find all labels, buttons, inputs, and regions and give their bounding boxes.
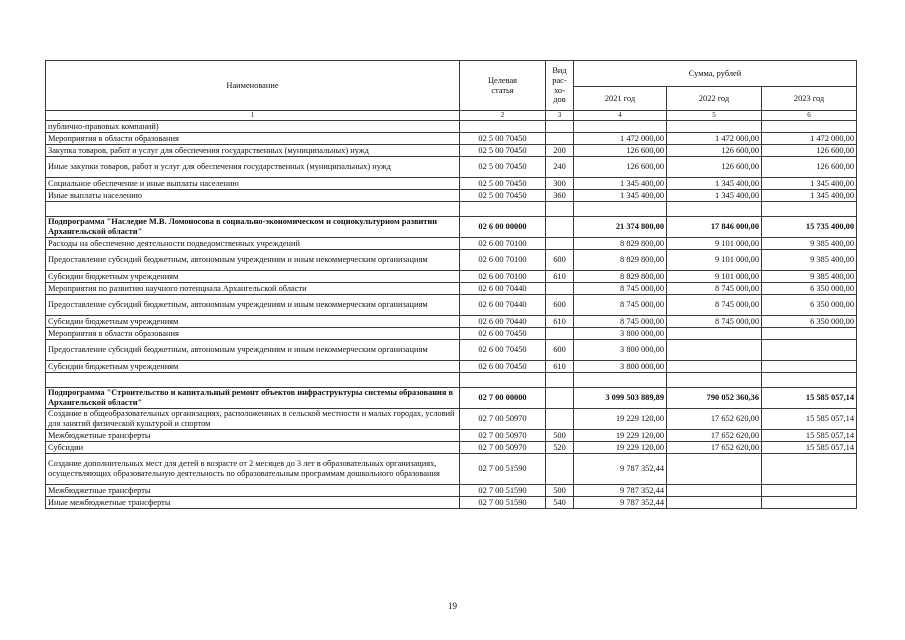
row-sum-2023 xyxy=(762,340,857,361)
row-sum-2023: 126 600,00 xyxy=(762,145,857,157)
row-expense-type xyxy=(546,454,574,485)
row-sum-2021: 126 600,00 xyxy=(574,145,667,157)
row-name: Иные закупки товаров, работ и услуг для обеспечения государственных (муниципальных) нужд xyxy=(46,157,460,178)
row-sum-2022: 8 745 000,00 xyxy=(667,295,762,316)
row-target-code: 02 5 00 70450 xyxy=(460,133,546,145)
row-target-code xyxy=(460,373,546,388)
table-row xyxy=(46,340,857,361)
row-sum-2023 xyxy=(762,328,857,340)
row-sum-2021: 126 600,00 xyxy=(574,157,667,178)
row-sum-2021 xyxy=(574,202,667,217)
col-number-2: 2 xyxy=(460,111,546,121)
table-row xyxy=(46,202,857,217)
page-number: 19 xyxy=(448,601,457,611)
row-expense-type xyxy=(546,283,574,295)
row-name: Социальное обеспечение и иные выплаты населению xyxy=(46,178,460,190)
row-sum-2021: 3 800 000,00 xyxy=(574,361,667,373)
row-sum-2021 xyxy=(574,373,667,388)
row-target-code: 02 7 00 51590 xyxy=(460,485,546,497)
row-target-code: 02 6 00 70450 xyxy=(460,328,546,340)
row-target-code: 02 6 00 70450 xyxy=(460,340,546,361)
row-target-code xyxy=(460,121,546,133)
row-sum-2022 xyxy=(667,497,762,509)
row-name: Предоставление субсидий бюджетным, автономным учреждениям и иным некоммерческим организациям xyxy=(46,340,460,361)
row-sum-2023: 15 585 057,14 xyxy=(762,409,857,430)
row-sum-2022 xyxy=(667,202,762,217)
row-sum-2022 xyxy=(667,485,762,497)
row-name: Мероприятия в области образования xyxy=(46,328,460,340)
table-row xyxy=(46,295,857,316)
row-sum-2023: 6 350 000,00 xyxy=(762,316,857,328)
row-sum-2023: 15 735 400,00 xyxy=(762,217,857,238)
row-name: Подпрограмма "Наследие М.В. Ломоносова в социально-экономическом и социокультурном развитии Архангельской области" xyxy=(46,217,460,238)
row-name: Создание дополнительных мест для детей в возрасте от 2 месяцев до 3 лет в образовательных организациях, осуществляющих образовательную деятельность по образовательным программам дошкольного образования xyxy=(46,454,460,485)
row-name: Создание в общеобразовательных организациях, расположенных в сельской местности и малых городах, условий для занятий физической культурой и спортом xyxy=(46,409,460,430)
row-expense-type: 600 xyxy=(546,295,574,316)
row-target-code: 02 6 00 70440 xyxy=(460,316,546,328)
row-sum-2021: 8 829 800,00 xyxy=(574,250,667,271)
header-sum: Сумма, рублей xyxy=(574,61,857,87)
row-sum-2023: 6 350 000,00 xyxy=(762,295,857,316)
row-expense-type: 500 xyxy=(546,430,574,442)
row-name xyxy=(46,202,460,217)
table-row xyxy=(46,361,857,373)
col-number-1: 1 xyxy=(46,111,460,121)
row-sum-2021: 9 787 352,44 xyxy=(574,485,667,497)
row-sum-2021: 19 229 120,00 xyxy=(574,430,667,442)
row-name: Предоставление субсидий бюджетным, автономным учреждениям и иным некоммерческим организациям xyxy=(46,250,460,271)
table-row xyxy=(46,121,857,133)
row-sum-2021: 1 472 000,00 xyxy=(574,133,667,145)
row-sum-2021: 8 745 000,00 xyxy=(574,316,667,328)
table-row xyxy=(46,190,857,202)
row-sum-2021: 1 345 400,00 xyxy=(574,190,667,202)
row-expense-type xyxy=(546,202,574,217)
table-row xyxy=(46,497,857,509)
row-target-code: 02 6 00 70100 xyxy=(460,238,546,250)
row-target-code: 02 5 00 70450 xyxy=(460,157,546,178)
row-sum-2022 xyxy=(667,373,762,388)
row-name: Мероприятия по развитию научного потенциала Архангельской области xyxy=(46,283,460,295)
row-name: публично-правовых компаний) xyxy=(46,121,460,133)
header-row-top xyxy=(46,61,857,87)
row-sum-2021: 1 345 400,00 xyxy=(574,178,667,190)
row-expense-type: 360 xyxy=(546,190,574,202)
row-name: Иные выплаты населению xyxy=(46,190,460,202)
row-sum-2022: 9 101 000,00 xyxy=(667,238,762,250)
row-sum-2023: 15 585 057,14 xyxy=(762,430,857,442)
col-number-5: 5 xyxy=(667,111,762,121)
row-sum-2023: 15 585 057,14 xyxy=(762,388,857,409)
table-row xyxy=(46,217,857,238)
row-sum-2022: 9 101 000,00 xyxy=(667,250,762,271)
row-target-code: 02 6 00 00000 xyxy=(460,217,546,238)
row-target-code: 02 7 00 51590 xyxy=(460,454,546,485)
row-expense-type xyxy=(546,373,574,388)
row-name: Субсидии бюджетным учреждениям xyxy=(46,271,460,283)
header-name: Наименование xyxy=(46,61,460,111)
row-sum-2021: 9 787 352,44 xyxy=(574,497,667,509)
row-expense-type xyxy=(546,217,574,238)
row-target-code xyxy=(460,202,546,217)
row-sum-2022: 17 652 620,00 xyxy=(667,430,762,442)
table-row xyxy=(46,388,857,409)
header-year-2021: 2021 год xyxy=(574,87,667,111)
row-sum-2023: 126 600,00 xyxy=(762,157,857,178)
row-name: Межбюджетные трансферты xyxy=(46,485,460,497)
row-name: Подпрограмма "Строительство и капитальный ремонт объектов инфраструктуры системы образования в Архангельской области" xyxy=(46,388,460,409)
row-sum-2022: 1 472 000,00 xyxy=(667,133,762,145)
row-sum-2021: 8 745 000,00 xyxy=(574,283,667,295)
col-number-6: 6 xyxy=(762,111,857,121)
row-sum-2023: 9 385 400,00 xyxy=(762,238,857,250)
row-expense-type: 600 xyxy=(546,340,574,361)
row-expense-type: 200 xyxy=(546,145,574,157)
row-target-code: 02 6 00 70100 xyxy=(460,271,546,283)
row-expense-type xyxy=(546,238,574,250)
row-name: Субсидии бюджетным учреждениям xyxy=(46,361,460,373)
table-row xyxy=(46,133,857,145)
row-name: Мероприятия в области образования xyxy=(46,133,460,145)
row-sum-2022 xyxy=(667,340,762,361)
row-sum-2021: 19 229 120,00 xyxy=(574,442,667,454)
row-name: Закупка товаров, работ и услуг для обеспечения государственных (муниципальных) нужд xyxy=(46,145,460,157)
table-row xyxy=(46,328,857,340)
row-sum-2022 xyxy=(667,121,762,133)
row-sum-2023: 1 472 000,00 xyxy=(762,133,857,145)
row-target-code: 02 7 00 50970 xyxy=(460,442,546,454)
budget-table xyxy=(45,60,857,509)
row-target-code: 02 7 00 00000 xyxy=(460,388,546,409)
row-expense-type: 610 xyxy=(546,271,574,283)
header-target: Целевая статья xyxy=(460,61,546,111)
row-sum-2022 xyxy=(667,361,762,373)
row-sum-2021: 19 229 120,00 xyxy=(574,409,667,430)
table-row xyxy=(46,178,857,190)
row-sum-2022: 17 846 000,00 xyxy=(667,217,762,238)
row-sum-2021: 8 745 000,00 xyxy=(574,295,667,316)
row-sum-2023: 1 345 400,00 xyxy=(762,190,857,202)
row-expense-type: 300 xyxy=(546,178,574,190)
row-sum-2023 xyxy=(762,485,857,497)
row-sum-2021: 3 800 000,00 xyxy=(574,328,667,340)
row-sum-2023 xyxy=(762,497,857,509)
table-row xyxy=(46,454,857,485)
row-expense-type xyxy=(546,328,574,340)
table-row xyxy=(46,409,857,430)
row-sum-2022: 1 345 400,00 xyxy=(667,190,762,202)
row-sum-2021: 3 800 000,00 xyxy=(574,340,667,361)
row-target-code: 02 6 00 70100 xyxy=(460,250,546,271)
table-row xyxy=(46,373,857,388)
row-sum-2022: 17 652 620,00 xyxy=(667,409,762,430)
row-sum-2022: 17 652 620,00 xyxy=(667,442,762,454)
row-sum-2021: 9 787 352,44 xyxy=(574,454,667,485)
row-target-code: 02 6 00 70450 xyxy=(460,361,546,373)
row-target-code: 02 7 00 51590 xyxy=(460,497,546,509)
row-sum-2023 xyxy=(762,373,857,388)
row-sum-2022 xyxy=(667,328,762,340)
row-sum-2023 xyxy=(762,121,857,133)
row-sum-2021: 8 829 800,00 xyxy=(574,238,667,250)
header-year-2022: 2022 год xyxy=(667,87,762,111)
header-year-2023: 2023 год xyxy=(762,87,857,111)
row-sum-2022: 8 745 000,00 xyxy=(667,283,762,295)
row-sum-2023 xyxy=(762,202,857,217)
row-sum-2022: 1 345 400,00 xyxy=(667,178,762,190)
header-row-numbers xyxy=(46,111,857,121)
row-expense-type: 610 xyxy=(546,361,574,373)
row-sum-2022: 8 745 000,00 xyxy=(667,316,762,328)
row-sum-2021: 8 829 800,00 xyxy=(574,271,667,283)
row-expense-type: 600 xyxy=(546,250,574,271)
table-row xyxy=(46,283,857,295)
row-sum-2022: 9 101 000,00 xyxy=(667,271,762,283)
row-sum-2023 xyxy=(762,361,857,373)
row-sum-2022 xyxy=(667,454,762,485)
table-row xyxy=(46,271,857,283)
row-sum-2023 xyxy=(762,454,857,485)
row-name: Расходы на обеспечение деятельности подведомственных учреждений xyxy=(46,238,460,250)
row-sum-2021: 3 099 503 889,89 xyxy=(574,388,667,409)
row-expense-type xyxy=(546,133,574,145)
row-target-code: 02 5 00 70450 xyxy=(460,178,546,190)
row-sum-2023: 9 385 400,00 xyxy=(762,271,857,283)
row-target-code: 02 5 00 70450 xyxy=(460,145,546,157)
row-sum-2023: 9 385 400,00 xyxy=(762,250,857,271)
row-expense-type xyxy=(546,388,574,409)
row-sum-2022: 126 600,00 xyxy=(667,157,762,178)
row-expense-type xyxy=(546,409,574,430)
row-name: Предоставление субсидий бюджетным, автономным учреждениям и иным некоммерческим организациям xyxy=(46,295,460,316)
row-target-code: 02 6 00 70440 xyxy=(460,283,546,295)
row-sum-2021 xyxy=(574,121,667,133)
row-expense-type: 500 xyxy=(546,485,574,497)
row-target-code: 02 6 00 70440 xyxy=(460,295,546,316)
row-target-code: 02 7 00 50970 xyxy=(460,430,546,442)
row-sum-2021: 21 374 800,00 xyxy=(574,217,667,238)
col-number-4: 4 xyxy=(574,111,667,121)
row-expense-type: 240 xyxy=(546,157,574,178)
table-row xyxy=(46,316,857,328)
col-number-3: 3 xyxy=(546,111,574,121)
row-target-code: 02 7 00 50970 xyxy=(460,409,546,430)
table-row xyxy=(46,145,857,157)
header-vid: Вид рас- хо- дов xyxy=(546,61,574,111)
row-sum-2023: 1 345 400,00 xyxy=(762,178,857,190)
row-expense-type: 610 xyxy=(546,316,574,328)
row-expense-type: 540 xyxy=(546,497,574,509)
row-name: Иные межбюджетные трансферты xyxy=(46,497,460,509)
row-name: Субсидии xyxy=(46,442,460,454)
table-row xyxy=(46,485,857,497)
row-expense-type: 520 xyxy=(546,442,574,454)
row-sum-2023: 6 350 000,00 xyxy=(762,283,857,295)
row-name xyxy=(46,373,460,388)
table-row xyxy=(46,250,857,271)
table-row xyxy=(46,157,857,178)
row-expense-type xyxy=(546,121,574,133)
row-sum-2022: 790 052 360,36 xyxy=(667,388,762,409)
row-target-code: 02 5 00 70450 xyxy=(460,190,546,202)
table-row xyxy=(46,442,857,454)
row-sum-2022: 126 600,00 xyxy=(667,145,762,157)
row-name: Субсидии бюджетным учреждениям xyxy=(46,316,460,328)
table-row xyxy=(46,430,857,442)
row-sum-2023: 15 585 057,14 xyxy=(762,442,857,454)
table-row xyxy=(46,238,857,250)
row-name: Межбюджетные трансферты xyxy=(46,430,460,442)
